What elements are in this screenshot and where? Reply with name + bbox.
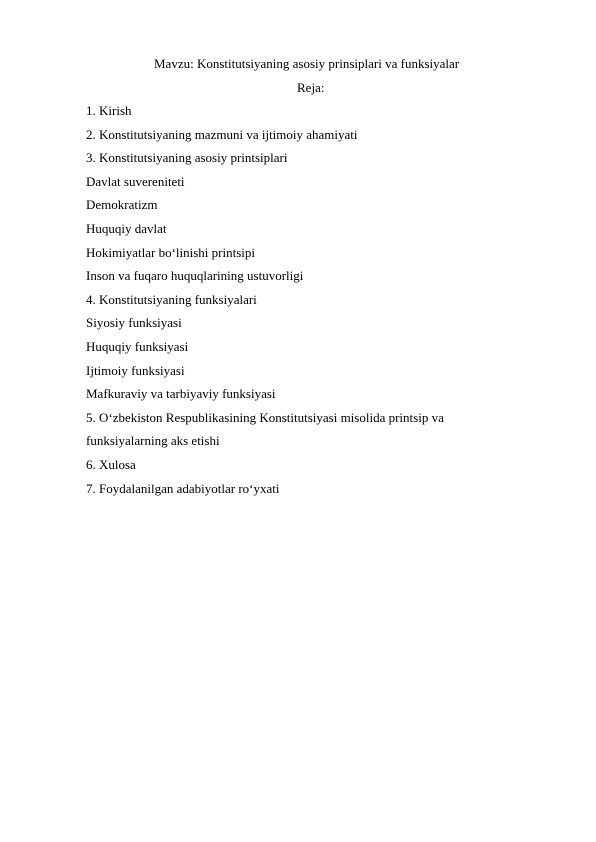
plan-item: 7. Foydalanilgan adabiyotlar ro‘yxati [86, 480, 280, 496]
plan-item: Demokratizm [86, 197, 158, 213]
plan-item: Hokimiyatlar bo‘linishi printsipi [86, 244, 255, 260]
plan-item: Ijtimoiy funksiyasi [86, 362, 185, 378]
plan-item: Huquqiy funksiyasi [86, 338, 189, 354]
plan-item: 2. Konstitutsiyaning mazmuni va ijtimoiy ahamiyati [86, 126, 358, 142]
plan-item: 6. Xulosa [86, 456, 136, 472]
plan-list [86, 103, 526, 504]
plan-item: 4. Konstitutsiyaning funksiyalari [86, 291, 257, 307]
plan-heading: Reja: [297, 80, 325, 95]
plan-item: 3. Konstitutsiyaning asosiy printsiplari [86, 150, 288, 166]
plan-item: Huquqiy davlat [86, 220, 167, 236]
plan-item: Inson va fuqaro huquqlarining ustuvorligi [86, 268, 304, 284]
plan-item: Siyosiy funksiyasi [86, 315, 182, 331]
plan-item: Davlat suvereniteti [86, 173, 185, 189]
plan-item: funksiyalarning aks etishi [86, 433, 220, 449]
plan-item: Mafkuraviy va tarbiyaviy funksiyasi [86, 386, 276, 402]
plan-item: 5. O‘zbekiston Respublikasining Konstitutsiyasi misolida printsip va [86, 409, 444, 425]
plan-item: 1. Kirish [86, 103, 132, 118]
document-title: Mavzu: Konstitutsiyaning asosiy prinsiplari va funksiyalar [154, 56, 460, 71]
